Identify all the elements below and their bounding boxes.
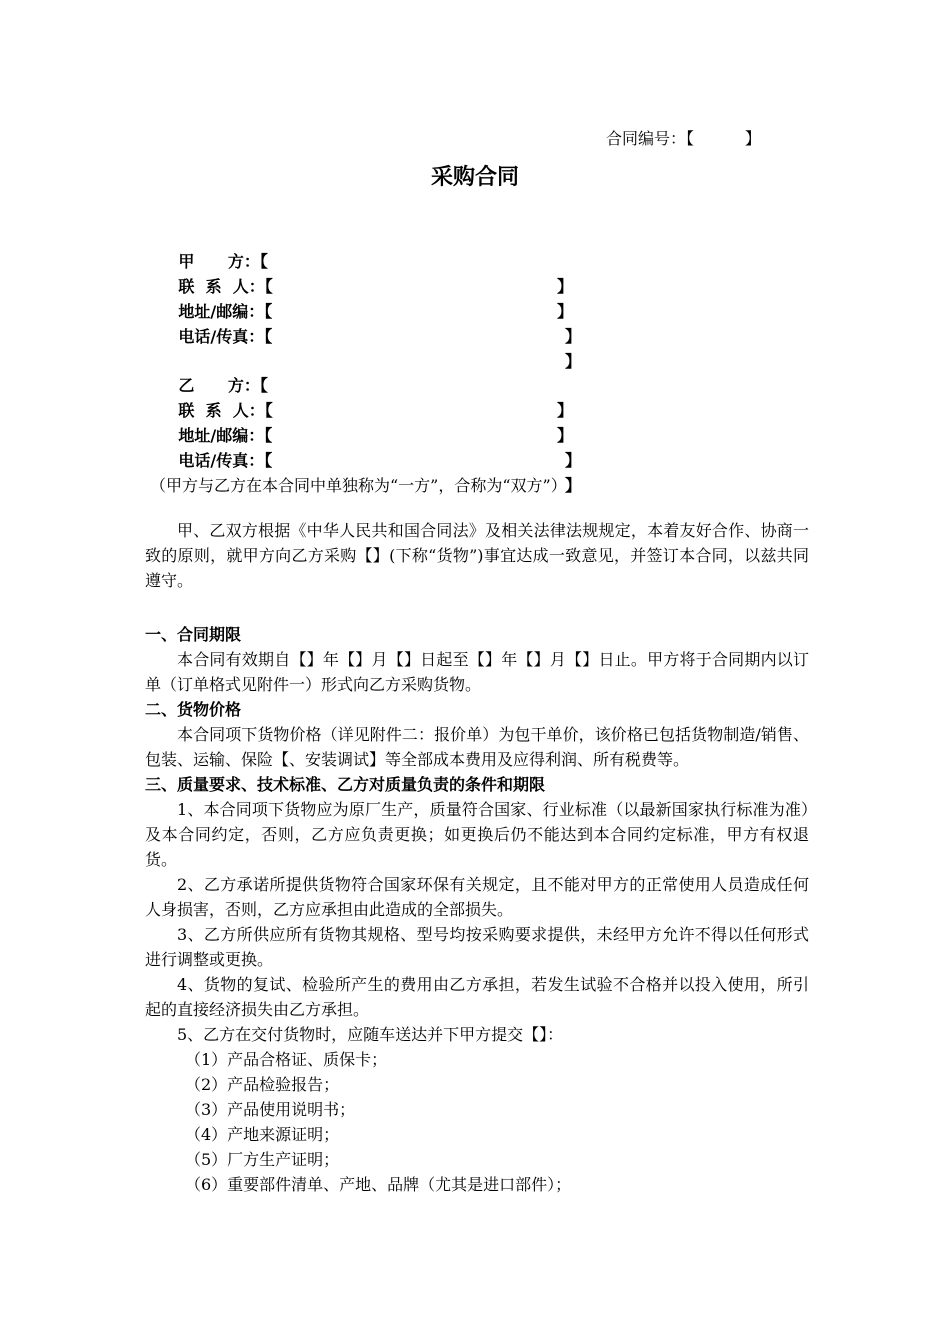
party-b-contact-close: 】 [557, 426, 574, 445]
party-b-name-close: 】 [557, 401, 574, 420]
document-list-item: （3）产品使用说明书； [185, 1100, 356, 1119]
party-b-address-close: 】 [565, 451, 582, 470]
party-b-phone-close: 】 [565, 476, 582, 495]
document-list-item: （4）产地来源证明； [185, 1125, 340, 1144]
preamble-paragraph: 甲、乙双方根据《中华人民共和国合同法》及相关法律法规规定，本着友好合作、协商一致的原则，就甲方向乙方采购【】(下称“货物”)事宜达成一致意见，并签订本合同，以兹共同遵守。 [145, 521, 809, 590]
party-a-name-close: 】 [557, 277, 574, 296]
section-3-clause-3: 3、乙方所供应所有货物其规格、型号均按采购要求提供，未经甲方允许不得以任何形式进行调整或更换。 [145, 925, 809, 969]
document-list-item: （5）厂方生产证明； [185, 1150, 340, 1169]
section-3-clause-5: 5、乙方在交付货物时，应随车送达并下甲方提交【】： [177, 1025, 564, 1044]
party-a-contact-close: 】 [557, 302, 574, 321]
party-a-address-close: 】 [565, 327, 582, 346]
section-3-heading: 三、质量要求、技术标准、乙方对质量负责的条件和期限 [145, 775, 546, 794]
party-b-name-label: 乙 方：【 [178, 376, 268, 395]
section-2-paragraph: 本合同项下货物价格（详见附件二：报价单）为包干单价，该价格已包括货物制造/销售、包装、运输、保险【、安装调试】等全部成本费用及应得利润、所有税费等。 [145, 725, 809, 769]
document-title: 采购合同 [430, 165, 519, 190]
party-a-name-label: 甲 方：【 [178, 252, 268, 271]
party-b-contact-label: 联 系 人：【 [178, 401, 273, 420]
document-list-item: （6）重要部件清单、产地、品牌（尤其是进口部件）； [185, 1175, 572, 1194]
section-1-paragraph: 本合同有效期自【】年【】月【】日起至【】年【】月【】日止。甲方将于合同期内以订单（订单格式见附件一）形式向乙方采购货物。 [145, 650, 809, 694]
preamble-block [145, 518, 809, 593]
party-a-block [145, 224, 582, 371]
parties-note: （甲方与乙方在本合同中单独称为“一方”，合称为“双方”） [150, 476, 567, 495]
party-a-contact-label: 联 系 人：【 [178, 277, 273, 296]
party-b-address-label: 地址/邮编：【 [178, 426, 273, 445]
section-3-clause-1: 1、本合同项下货物应为原厂生产，质量符合国家、行业标准（以最新国家执行标准为准）及本合同约定，否则，乙方应负责更换；如更换后仍不能达到本合同约定标准，甲方有权退货。 [145, 800, 809, 869]
section-3-clause-2: 2、乙方承诺所提供货物符合国家环保有关规定，且不能对甲方的正常使用人员造成任何人身损害，否则，乙方应承担由此造成的全部损失。 [145, 875, 809, 919]
party-a-phone-close: 】 [565, 352, 582, 371]
party-a-address-label: 地址/邮编：【 [178, 302, 273, 321]
party-a-phone-row [145, 299, 582, 371]
section-2-heading: 二、货物价格 [145, 700, 242, 719]
document-list-item: （2）产品检验报告； [185, 1075, 340, 1094]
section-3-clause-4: 4、货物的复试、检验所产生的费用由乙方承担，若发生试验不合格并以投入使用，所引起的直接经济损失由乙方承担。 [145, 975, 809, 1019]
party-a-phone-label: 电话/传真：【 [178, 327, 273, 346]
contract-number: 合同编号：【 】 [606, 129, 761, 148]
sections-block [145, 622, 809, 1197]
section-1-heading: 一、合同期限 [145, 625, 242, 644]
party-b-phone-label: 电话/传真：【 [178, 451, 273, 470]
document-list-item: （1）产品合格证、质保卡； [185, 1050, 388, 1069]
